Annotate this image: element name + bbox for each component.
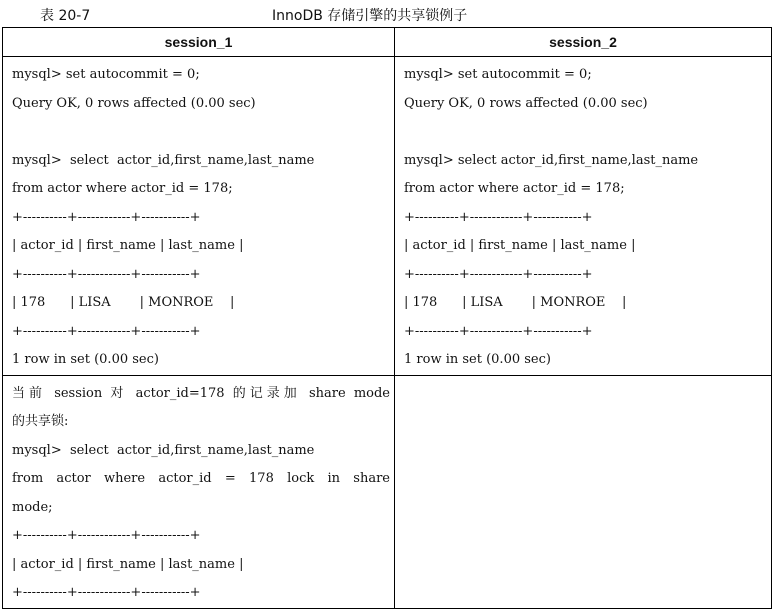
code-line: +----------+------------+-----------+ [404, 209, 593, 225]
table-caption [0, 0, 773, 28]
code-line [404, 118, 767, 147]
code-line: +----------+------------+-----------+ [12, 209, 201, 225]
header-session-2: session_2 [395, 28, 772, 57]
code-line: | actor_id | first_name | last_name | [12, 238, 244, 253]
code-line: mysql> select actor_id,first_name,last_name [12, 152, 315, 168]
cell-row2-session-1 [3, 375, 395, 608]
code-line: +----------+------------+-----------+ [12, 266, 201, 282]
code-line: mysql> set autocommit = 0; [404, 67, 592, 82]
session-table [2, 27, 772, 609]
code-line: +----------+------------+-----------+ [404, 323, 593, 339]
table-row [3, 375, 772, 608]
table-title: InnoDB 存储引擎的共享锁例子 [272, 8, 468, 24]
code-line: from actor where actor_id = 178; [404, 181, 625, 196]
code-line: mysql> set autocommit = 0; [12, 67, 200, 82]
code-line: +----------+------------+-----------+ [12, 528, 201, 543]
code-line: +----------+------------+-----------+ [12, 323, 201, 339]
code-line: +----------+------------+-----------+ [404, 266, 593, 282]
code-line: +----------+------------+-----------+ [12, 585, 201, 600]
code-line: | 178 | LISA | MONROE | [404, 295, 627, 310]
code-line [12, 118, 390, 147]
code-line: from actor where actor_id = 178; [12, 181, 233, 196]
comment-line: 当前 session 对 actor_id=178 的记录加 share mode [12, 385, 390, 401]
cell-row1-session-1 [3, 57, 395, 376]
code-line: | actor_id | first_name | last_name | [404, 238, 636, 253]
code-line: from actor where actor_id = 178 lock in share [12, 471, 390, 486]
code-line: mysql> select actor_id,first_name,last_name [12, 442, 315, 458]
code-line: Query OK, 0 rows affected (0.00 sec) [12, 95, 256, 111]
table-row [3, 57, 772, 376]
code-line: mode; [12, 499, 53, 515]
code-line: mysql> select actor_id,first_name,last_name [404, 152, 699, 168]
code-line: Query OK, 0 rows affected (0.00 sec) [404, 95, 648, 111]
comment-line: 的共享锁: [12, 414, 69, 429]
table-number: 表 20-7 [40, 8, 91, 24]
code-line: | actor_id | first_name | last_name | [12, 556, 244, 572]
cell-row1-session-2 [395, 57, 772, 376]
code-line: 1 row in set (0.00 sec) [12, 352, 159, 367]
code-line: | 178 | LISA | MONROE | [12, 295, 235, 310]
header-row [3, 28, 772, 57]
cell-row2-session-2 [395, 375, 772, 608]
code-line: 1 row in set (0.00 sec) [404, 352, 551, 367]
header-session-1: session_1 [3, 28, 395, 57]
